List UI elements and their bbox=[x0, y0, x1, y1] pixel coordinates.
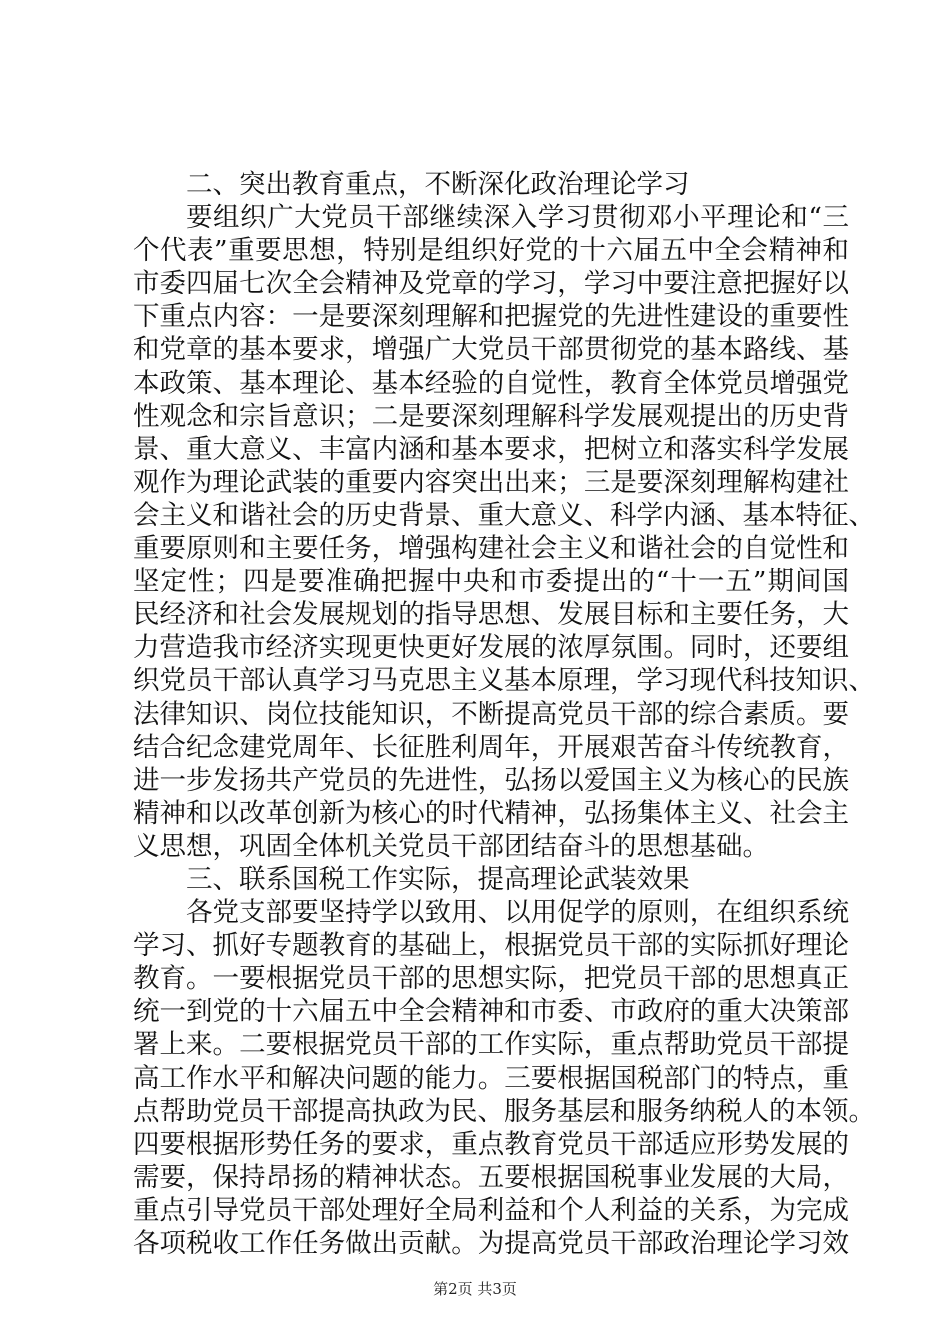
paragraph-line: 力营造我市经济实现更快更好发展的浓厚氛围。同时，还要组 bbox=[133, 632, 849, 664]
paragraph-line: 署上来。二要根据党员干部的工作实际，重点帮助党员干部提 bbox=[133, 1029, 849, 1061]
paragraph-line: 性观念和宗旨意识；二是要深刻理解科学发展观提出的历史背 bbox=[133, 400, 849, 432]
paragraph-line: 观作为理论武装的重要内容突出出来；三是要深刻理解构建社 bbox=[133, 466, 849, 498]
paragraph-line: 统一到党的十六届五中全会精神和市委、市政府的重大决策部 bbox=[133, 996, 849, 1028]
paragraph-line: 四要根据形势任务的要求，重点教育党员干部适应形势发展的 bbox=[133, 1128, 849, 1160]
paragraph-line: 要组织广大党员干部继续深入学习贯彻邓小平理论和“三 bbox=[186, 202, 849, 234]
paragraph-line: 各党支部要坚持学以致用、以用促学的原则，在组织系统 bbox=[186, 897, 849, 929]
paragraph-line: 民经济和社会发展规划的指导思想、发展目标和主要任务，大 bbox=[133, 599, 849, 631]
paragraph-line: 坚定性；四是要准确把握中央和市委提出的“十一五”期间国 bbox=[133, 566, 849, 598]
paragraph-line: 下重点内容：一是要深刻理解和把握党的先进性建设的重要性 bbox=[133, 301, 849, 333]
paragraph-line-last: 义思想，巩固全体机关党员干部团结奋斗的思想基础。 bbox=[133, 830, 769, 862]
paragraph-line: 法律知识、岗位技能知识，不断提高党员干部的综合素质。要 bbox=[133, 698, 849, 730]
paragraph-line: 各项税收工作任务做出贡献。为提高党员干部政治理论学习效 bbox=[133, 1228, 849, 1259]
paragraph-line: 教育。一要根据党员干部的思想实际，把党员干部的思想真正 bbox=[133, 963, 849, 995]
paragraph-line: 会主义和谐社会的历史背景、重大意义、科学内涵、基本特征、 bbox=[133, 499, 875, 531]
paragraph-line: 织党员干部认真学习马克思主义基本原理，学习现代科技知识、 bbox=[133, 665, 875, 697]
paragraph-line: 市委四届七次全会精神及党章的学习，学习中要注意把握好以 bbox=[133, 268, 849, 300]
paragraph-line: 景、重大意义、丰富内涵和基本要求，把树立和落实科学发展 bbox=[133, 433, 849, 465]
paragraph-line: 重点引导党员干部处理好全局利益和个人利益的关系，为完成 bbox=[133, 1194, 849, 1226]
paragraph-line: 和党章的基本要求，增强广大党员干部贯彻党的基本路线、基 bbox=[133, 334, 849, 366]
paragraph-line: 个代表”重要思想，特别是组织好党的十六届五中全会精神和 bbox=[133, 235, 849, 267]
document-body bbox=[133, 168, 875, 1260]
paragraph-line: 本政策、基本理论、基本经验的自觉性，教育全体党员增强党 bbox=[133, 367, 849, 399]
paragraph-line: 重要原则和主要任务，增强构建社会主义和谐社会的自觉性和 bbox=[133, 533, 849, 565]
section-heading-3: 三、联系国税工作实际，提高理论武装效果 bbox=[186, 863, 690, 895]
paragraph-line: 结合纪念建党周年、长征胜利周年，开展艰苦奋斗传统教育， bbox=[133, 731, 849, 763]
paragraph-line: 学习、抓好专题教育的基础上，根据党员干部的实际抓好理论 bbox=[133, 930, 849, 962]
paragraph-line: 点帮助党员干部提高执政为民、服务基层和服务纳税人的本领。 bbox=[133, 1095, 875, 1127]
page-number-footer: 第2页 共3页 bbox=[433, 1280, 517, 1298]
paragraph-line: 精神和以改革创新为核心的时代精神，弘扬集体主义、社会主 bbox=[133, 797, 849, 829]
paragraph-line: 进一步发扬共产党员的先进性，弘扬以爱国主义为核心的民族 bbox=[133, 764, 849, 796]
paragraph-line: 高工作水平和解决问题的能力。三要根据国税部门的特点，重 bbox=[133, 1062, 849, 1094]
paragraph-line: 需要，保持昂扬的精神状态。五要根据国税事业发展的大局， bbox=[133, 1161, 849, 1193]
section-heading-2: 二、突出教育重点，不断深化政治理论学习 bbox=[186, 169, 690, 200]
